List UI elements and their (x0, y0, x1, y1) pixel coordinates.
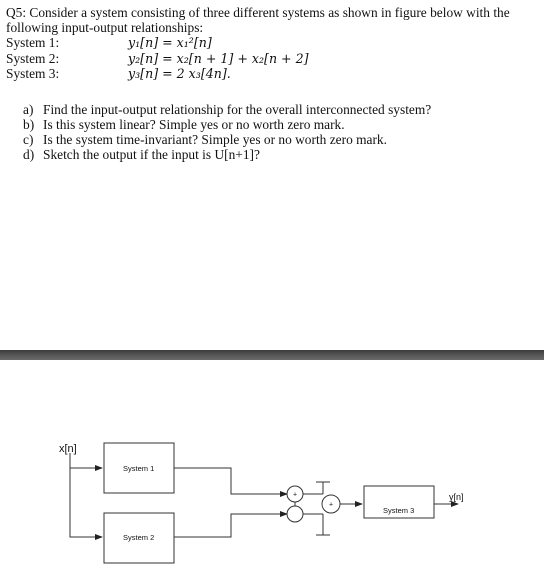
part-a-letter: a) (23, 101, 34, 117)
system-1-output-line (174, 468, 287, 494)
part-b (23, 117, 536, 132)
system-2-definition (6, 51, 536, 67)
part-c-letter: c) (23, 132, 34, 148)
system-definitions (6, 35, 536, 82)
question-parts (6, 102, 536, 163)
part-d-text: Sketch the output if the input is U[n+1]? (43, 147, 260, 163)
system-3-definition (6, 66, 536, 82)
part-b-text: Is this system linear? Simple yes or no worth zero mark. (43, 116, 345, 132)
part-d-letter: d) (23, 147, 35, 163)
plus-sign-top: + (292, 491, 298, 499)
part-b-letter: b) (23, 116, 35, 132)
system-2-label: System 2 (123, 533, 155, 542)
system-1-definition (6, 35, 536, 51)
input-line (70, 453, 102, 537)
input-label: x[n] (59, 443, 77, 455)
question-text (6, 5, 536, 163)
part-d (23, 147, 536, 162)
system-1-equation: y₁[n] = x₁²[n] (128, 35, 212, 50)
system-2-output-line (174, 514, 287, 537)
system-2-equation: y₂[n] = x₂[n + 1] + x₂[n + 2] (128, 50, 309, 66)
system-1-label: System 1 (123, 464, 155, 473)
part-a-text: Find the input-output relationship for the overall interconnected system? (43, 101, 432, 117)
question-intro (6, 5, 536, 35)
intro-line-1: Q5: Consider a system consisting of three different systems as shown in figure below with the (6, 5, 510, 20)
system-3-label: System 3: (6, 66, 60, 81)
plus-sign-adder: + (328, 501, 334, 509)
part-a (23, 102, 536, 117)
system-3-equation: y₃[n] = 2 x₃[4n]. (128, 66, 231, 81)
block-diagram (0, 360, 544, 564)
output-label: y[n] (449, 492, 464, 502)
system-3-label: System 3 (383, 506, 415, 515)
part-c-text: Is the system time-invariant? Simple yes or no worth zero mark. (43, 132, 387, 148)
system-2-label: System 2: (6, 50, 60, 66)
system-1-label: System 1: (6, 35, 60, 50)
intro-line-2: following input-output relationships: (6, 20, 204, 35)
section-divider (0, 350, 544, 360)
summing-junction-bottom (287, 506, 303, 522)
part-c (23, 132, 536, 147)
